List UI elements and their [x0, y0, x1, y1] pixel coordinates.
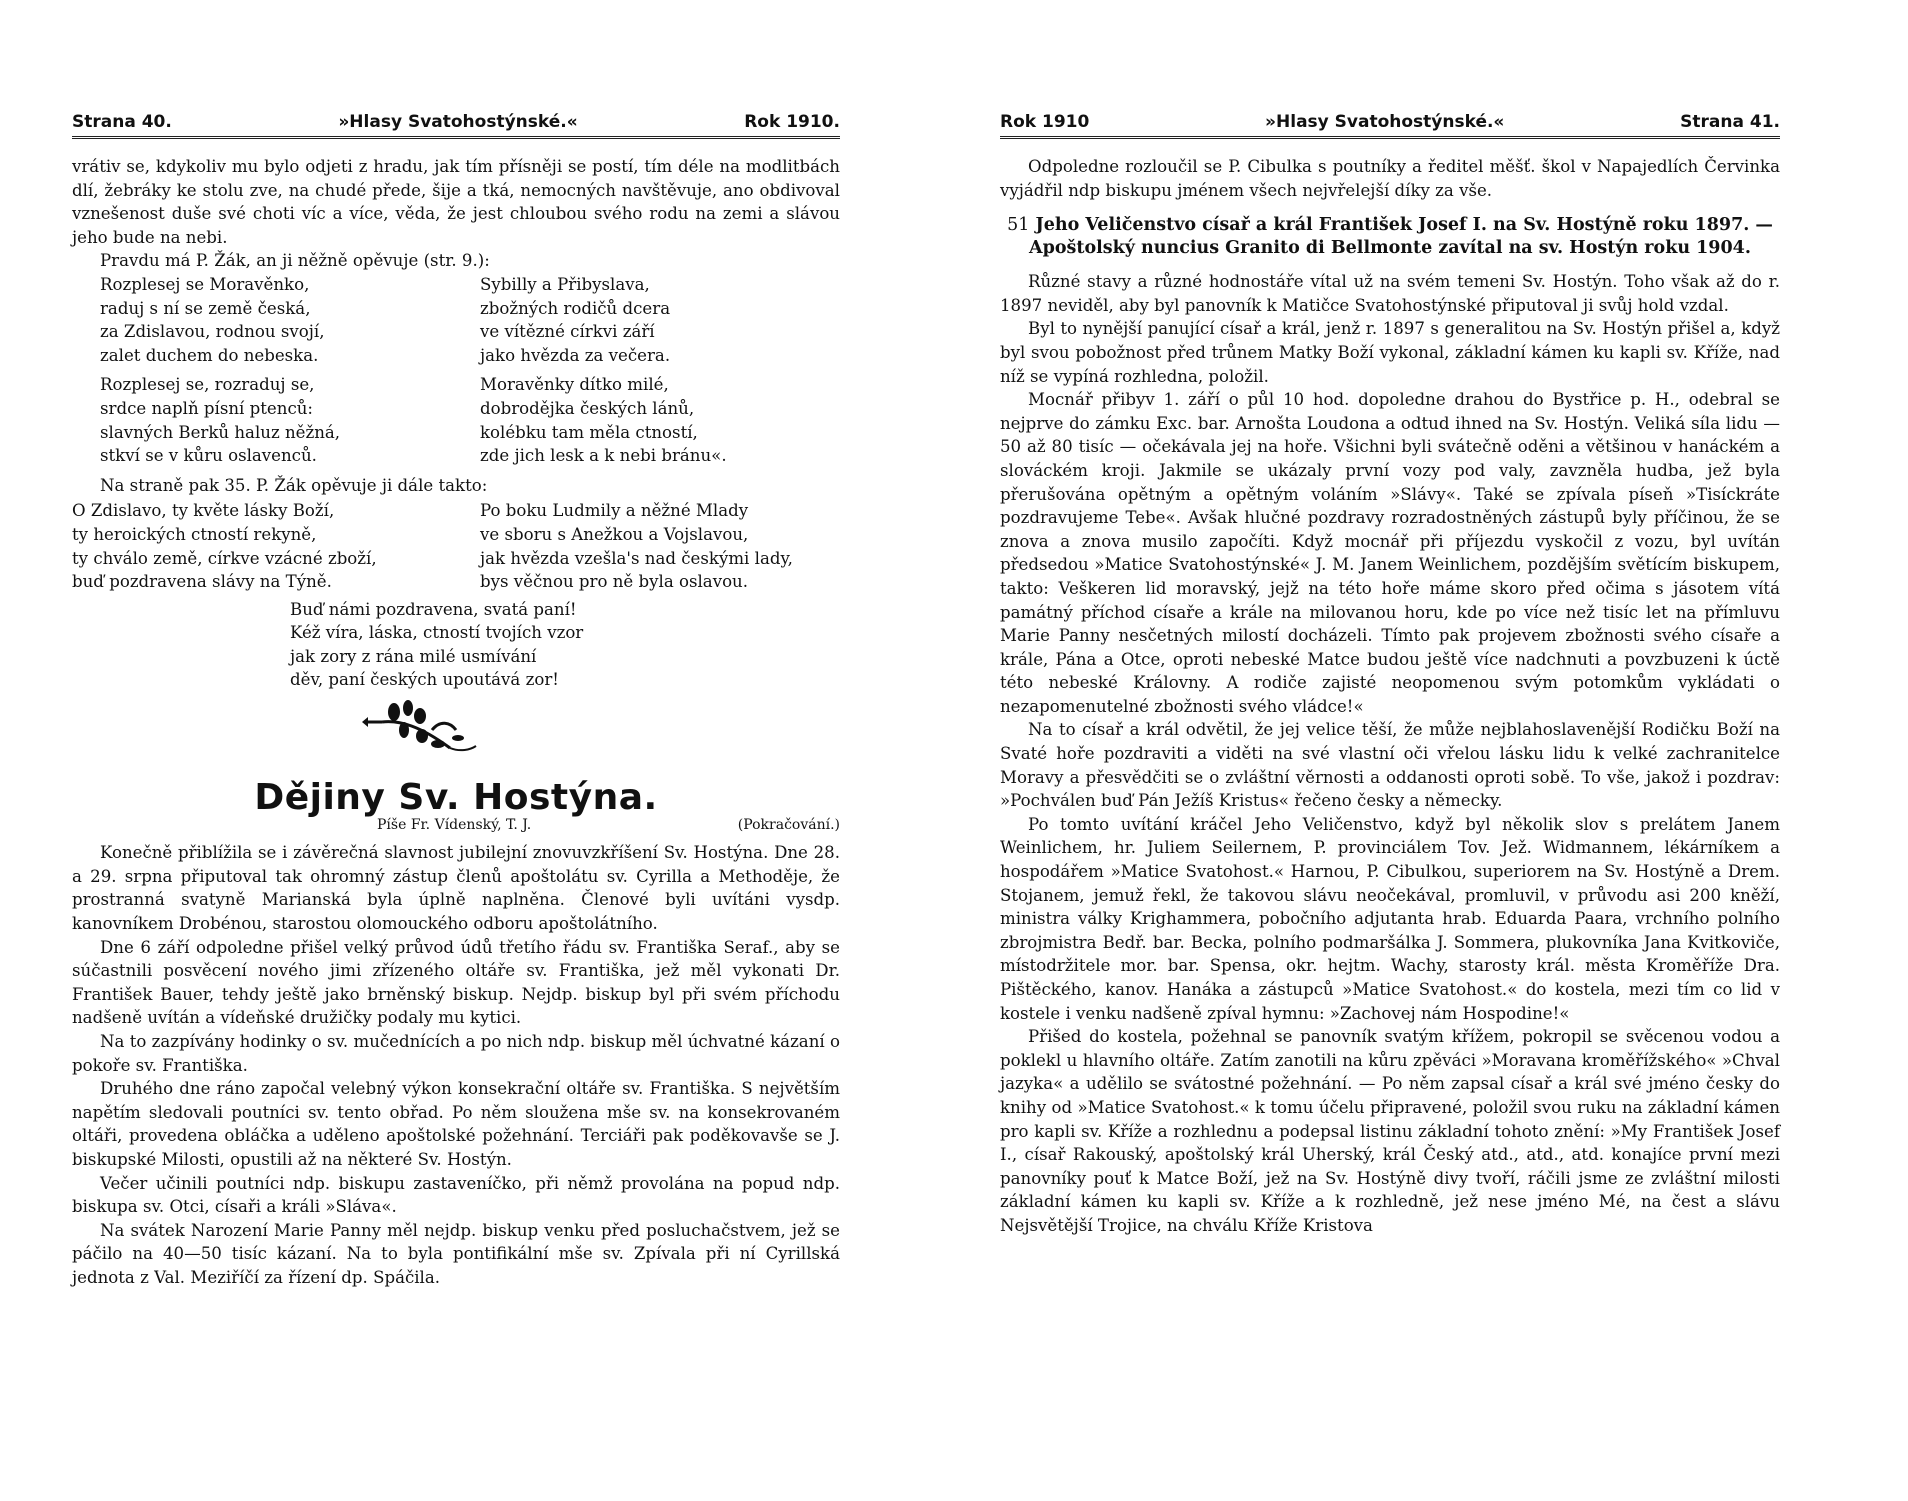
poem-line: Moravěnky dítko milé,	[480, 375, 669, 395]
poem2-column-2	[480, 499, 840, 593]
right-body	[1000, 155, 1780, 1238]
poem-line: Po boku Ludmily a něžné Mlady	[480, 501, 749, 521]
poem-line: Rozplesej se, rozraduj se,	[100, 375, 315, 395]
left-year: Rok 1910.	[744, 112, 840, 132]
article-title: Dějiny Sv. Hostýna.	[254, 777, 658, 819]
right-year: Rok 1910	[1000, 112, 1090, 132]
poem2-intro: Na straně pak 35. P. Žák opěvuje ji dále takto:	[100, 475, 488, 495]
paragraph: Konečně přiblížila se i závěrečná slavnost jubilejní znovuvzkříšení Sv. Hostýna. Dne 28. a 29. srpna připutoval tak ohromný zástup členů apoštolátu sv. Cyrilla a Methoděje, že prostranná svatyně Marianská byla úplně naplněna. Členové byli uvítáni vysdp. kanovníkem Drobénou, starostou olomouckého odboru apoštolátního.	[72, 843, 840, 934]
poem1-stanza	[480, 273, 840, 367]
poem-line: bys věčnou pro ně byla oslavou.	[480, 572, 749, 592]
article-byline	[72, 814, 840, 838]
poem-line: raduj s ní se země česká,	[100, 298, 311, 318]
section-title-text: Jeho Veličenstvo císař a král František Josef I. na Sv. Hostýně roku 1897. — Apoštolský nuncius Granito di Bellmonte zavítal na sv. Hostýn roku 1904.	[1029, 215, 1773, 259]
poem-line: stkví se v kůru oslavenců.	[100, 446, 317, 466]
left-page-number: Strana 40.	[72, 112, 172, 132]
poem3	[72, 598, 840, 692]
poem-line: srdce naplň písní ptenců:	[100, 398, 314, 418]
paragraph: Na to zazpívány hodinky o sv. mučednících a po nich ndp. biskup měl úchvatné kázaní o pokoře sv. Františka.	[72, 1032, 840, 1075]
poem2-column-1	[72, 499, 480, 593]
paragraph: Přišed do kostela, požehnal se panovník svatým křížem, pokropil se svěcenou vodou a poklekl u hlavního oltáře. Zatím zanotili na kůru zpěváci »Moravana kroměřížského« »Chval jazyka« a udělilo se svátostné požehnání. — Po něm zapsal císař a král své jméno česky do knihy od »Matice Svatohost.« k tomu účelu připravené, položil svou ruku na základní kámen pro kapli sv. Kříže a rozhlednu a podepsal listinu základní tohoto znění: »My František Josef I., císař Rakouský, apoštolský král Uherský, král Český atd., atd., atd. konajíce první mezi panovníky pouť k Matce Boží, jež na Sv. Hostýně divy tvoří, ráčili jsme ze zvláštní milosti základní kámen ku kapli sv. Kříže a k rozhledně, jež nese jméno Mé, na čest a slávu Nejsvětější Trojice, na chválu Kříže Kristova	[1000, 1027, 1780, 1235]
paragraph: Druhého dne ráno započal velebný výkon konsekrační oltáře sv. Františka. S největším napětím sledovali poutníci sv. tento obřad. Po něm sloužena mše sv. na konsekrovaném oltáři, provedena obláčka a uděleno apoštolské požehnání. Terciáři pak poděkovavše se J. biskupské Milosti, opustili až na některé Sv. Hostýn.	[72, 1079, 840, 1169]
poem-line: ve sboru s Anežkou a Vojslavou,	[480, 524, 749, 544]
section-number: 51	[1007, 215, 1030, 236]
right-opening-paragraph: Odpoledne rozloučil se P. Cibulka s poutníky a ředitel měšť. škol v Napajedlích Červinka vyjádřil ndp biskupu jménem všech nejvřelejší díky za vše.	[1000, 157, 1780, 200]
poem-line: ty heroických ctností rekyně,	[72, 524, 317, 544]
poem-line: za Zdislavou, rodnou svojí,	[100, 322, 325, 342]
poem-line: kolébku tam měla ctností,	[480, 422, 698, 442]
poem-line: Kéž víra, láska, ctností tvojích vzor	[290, 623, 584, 643]
poem-line: děv, paní českých upoutává zor!	[290, 670, 559, 690]
left-page	[72, 112, 840, 1290]
poem-line: zalet duchem do nebeska.	[100, 345, 319, 365]
poem1-column-2	[480, 273, 840, 474]
continuation-note: (Pokračování.)	[737, 816, 840, 833]
paragraph: Byl to nynější panující císař a král, jenž r. 1897 s generalitou na Sv. Hostýn přišel a, když byl svou pobožnost před trůnem Matky Boží vykonal, základní kámen ku kapli sv. Kříže, nad níž se vypíná rozhledna, položil.	[1000, 319, 1780, 386]
poem1	[72, 273, 840, 474]
poem-line: slavných Berků haluz něžná,	[100, 422, 341, 442]
poem1-stanza	[100, 373, 480, 467]
poem1-column-1	[100, 273, 480, 474]
paragraph: Na svátek Narození Marie Panny měl nejdp. biskup venku před posluchačstvem, jež se páčilo na 40—50 tisíc kázaní. Na to byla pontifikální mše sv. Zpívala při ní Cyrillská jednota z Val. Meziříčí za řízení dp. Spáčila.	[72, 1220, 840, 1287]
poem1-stanza	[480, 373, 840, 467]
paragraph: Různé stavy a různé hodnostáře vítal už na svém temeni Sv. Hostýn. Toho však až do r. 1897 neviděl, aby byl panovník k Matičce Svatohostýnské připutoval ji svůj hold vzdal.	[1000, 272, 1780, 315]
section-heading	[1000, 214, 1780, 260]
paragraph: Po tomto uvítání kráčel Jeho Veličenstvo, když byl několik slov s prelátem Janem Weinlichem, hr. Juliem Seilernem, P. provinciálem Tov. Jež. Widmannem, lékárníkem a hospodářem »Matice Svatohost.« Harnou, P. Cibulkou, superiorem na Sv. Hostýně a Drem. Stojanem, jemuž řekl, že takovou slávu neočekával, promluvil, v průvodu asi 200 kněží, ministra války Krighammera, pobočního adjutanta hrab. Eduarda Paara, vrchního polního zbrojmistra Bedř. bar. Becka, polního podmaršálka J. Sommera, plukovníka Jana Kvitkoviče, místodržitele mor. bar. Spensa, okr. hejtm. Wachy, starosty král. města Kroměříže Dra. Pištěckého, kanov. Hanáka a zástupců »Matice Svatohost.« do kostela, mezi tím co lid v kostele i venku nadšeně zpíval hymnu: »Zachovej nám Hospodine!«	[1000, 814, 1780, 1023]
left-opening-paragraph: vrátiv se, kdykoliv mu bylo odjeti z hradu, jak tím přísněji se postí, tím déle na modlitbách dlí, žebráky ke stolu zve, na chudé přede, šije a tká, nemocných navštěvuje, ano obdivoval vznešenost duše své choti víc a více, věda, že jest chloubou svého rodu na zemi a slávou jeho bude na nebi.	[72, 157, 840, 247]
right-journal-name: »Hlasy Svatohostýnské.«	[1265, 112, 1505, 132]
poem-line: zde jich lesk a k nebi bránu«.	[480, 446, 727, 466]
paragraph: Dne 6 září odpoledne přišel velký průvod údů třetího řádu sv. Františka Seraf., aby se súčastnili posvěcení nového jimi zřízeného oltáře sv. Františka, jež měl vykonati Dr. František Bauer, tehdy ještě jako brněnský biskup. Nejdp. biskup byl při svém příchodu nadšeně uvítán a vídeňské družičky podaly mu kytici.	[72, 937, 840, 1028]
poem-line: ty chválo země, církve vzácné zboží,	[72, 548, 377, 568]
right-page-header	[1000, 112, 1780, 139]
poem-line: jak zory z rána milé usmívání	[290, 646, 537, 666]
paragraph: Na to císař a král odvětil, že jej velice těší, že může nejblahoslavenější Rodičku Boží na Svaté hoře pozdraviti a viděti na své vlastní oči vřelou lásku lidu k velké zachranitelce Moravy a přesvědčiti se o zvláštní věrnosti a oddanosti oproti sobě. To vše, jakož i pozdrav: »Pochválen buď Pán Ježíš Kristus« řečeno česky a německy.	[1000, 720, 1780, 811]
poem-line: ve vítězné církvi září	[480, 322, 655, 342]
poem-line: Rozplesej se Moravěnko,	[100, 274, 310, 294]
floral-ornament-icon	[360, 700, 480, 756]
poem-line: buď pozdravena slávy na Týně.	[72, 572, 332, 592]
poem1-intro: Pravdu má P. Žák, an ji něžně opěvuje (str. 9.):	[100, 251, 490, 271]
poem-line: dobrodějka českých lánů,	[480, 398, 695, 418]
right-page	[1000, 112, 1780, 1238]
poem1-stanza	[100, 273, 480, 367]
author: Píše Fr. Vídenský, T. J.	[377, 816, 532, 833]
left-body	[72, 155, 840, 1290]
poem2	[72, 499, 840, 593]
poem-line: O Zdislavo, ty květe lásky Boží,	[72, 501, 335, 521]
left-journal-name: »Hlasy Svatohostýnské.«	[338, 112, 578, 132]
poem-line: Sybilly a Přibyslava,	[480, 274, 650, 294]
paragraph: Mocnář přibyv 1. září o půl 10 hod. dopoledne drahou do Bystřice p. H., odebral se nejprve do zámku Exc. bar. Arnošta Loudona a odtud ihned na Sv. Hostýn. Veliká síla lidu — 50 až 80 tisíc — očekávala jej na hoře. Všichni byli svátečně oděni a většinou v hanáckém a slováckém kroji. Jakmile se ukázaly první vozy pod valy, zavzněla hudba, jež byla přerušována opětným a opětným voláním »Slávy«. Také se zpívala píseň »Tisíckráte pozdravujeme Tebe«. Avšak hlučné pozdravy rozradostněných zástupů byly příčinou, že se znova a znova musilo započíti. Když mocnář při příjezdu vyskočil z vozu, byl uvítán předsedou »Matice Svatohostýnské« J. M. Janem Weinlichem, pozdějším světícím biskupem, takto: Veškeren lid moravský, jejž na této hoře máme skoro před očima s jásotem vítá památný příchod císaře a krále na milovanou horu, kde po více než tisíc let na přímluvu Marie Panny nesčetných milostí docházeli. Tímto pak projevem zbožnosti svého císaře a krále, Pána a Otce, oproti nebeské Matce budou ještě více nadchnuti a povzbuzeni k úctě této nebeské Královny. A rodiče zajisté neopomenou svým potomkům vykládati o nezapomenutelné zbožnosti svého vládce!«	[1000, 390, 1780, 716]
poem-line: zbožných rodičů dcera	[480, 298, 671, 318]
poem-line: jako hvězda za večera.	[480, 345, 671, 365]
poem-line: jak hvězda vzešla's nad českými lady,	[480, 548, 793, 568]
paragraph: Večer učinili poutníci ndp. biskupu zastaveníčko, při němž provolána na popud ndp. biskupa sv. Otci, císaři a králi »Sláva«.	[72, 1173, 840, 1217]
right-page-number: Strana 41.	[1680, 112, 1780, 132]
left-page-header	[72, 112, 840, 139]
poem-line: Buď námi pozdravena, svatá paní!	[290, 599, 577, 619]
